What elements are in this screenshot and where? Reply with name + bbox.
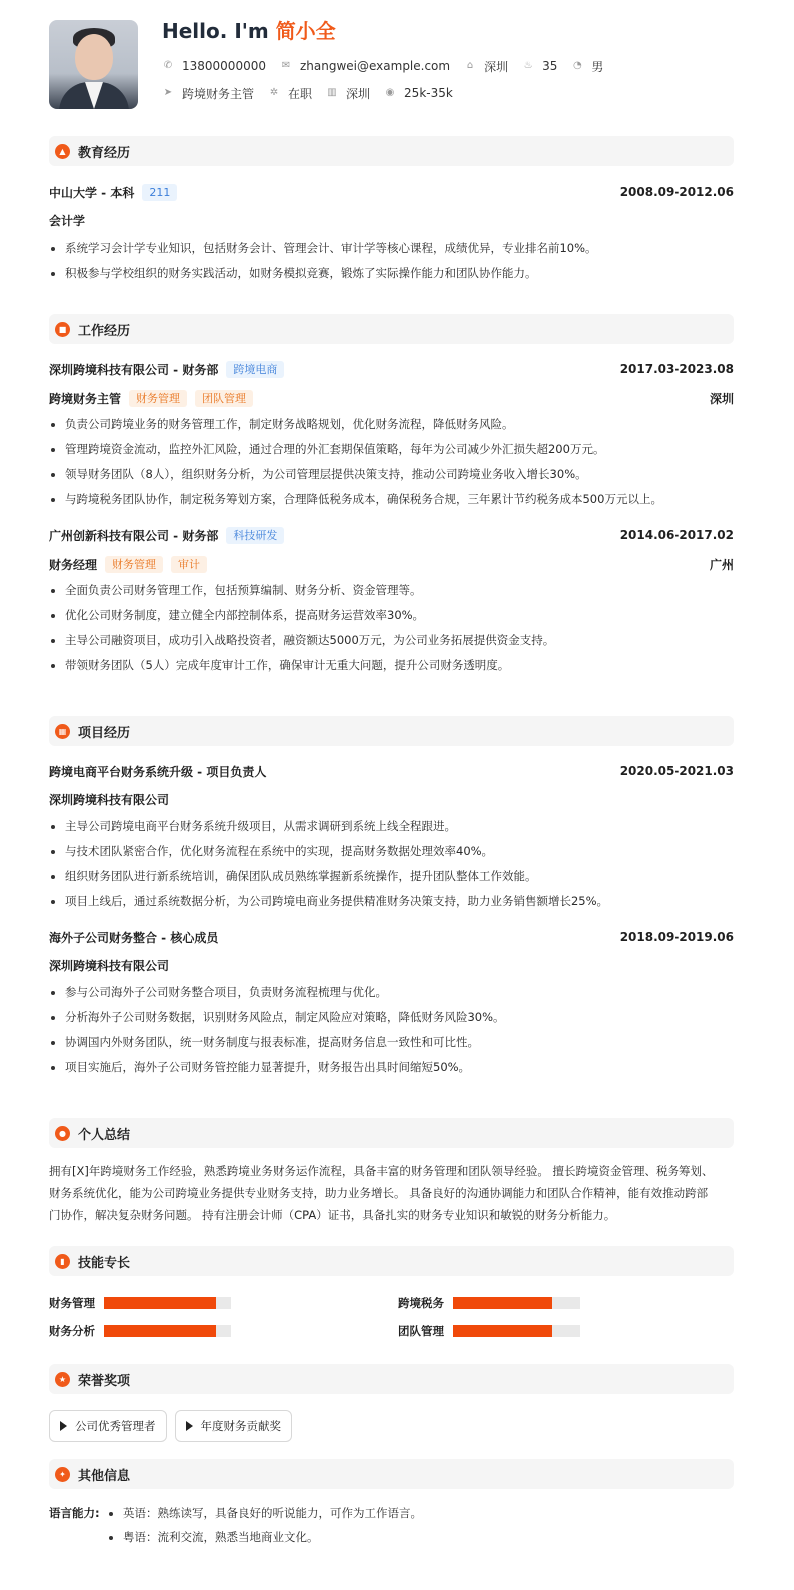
page-title: Hello. I'm 简小全 [162, 19, 336, 43]
section-title: ▮ 技能专长 [49, 1246, 734, 1276]
summary-section [49, 1118, 734, 1226]
list-item: 分析海外子公司财务数据，识别财务风险点，制定风险应对策略，降低财务风险30%。 [49, 1005, 734, 1030]
building-icon: ▥ [327, 87, 337, 98]
list-item: 项目上线后，通过系统数据分析，为公司跨境电商业务提供精准财务决策支持，助力业务销售额增长25%。 [49, 889, 734, 914]
gender-icon: ◔ [573, 60, 582, 71]
language-info [49, 1501, 734, 1549]
skill-bar [453, 1325, 580, 1337]
job-bullets [49, 578, 734, 678]
skill-item: 财务分析 [49, 1323, 398, 1339]
section-title: ★ 荣誉奖项 [49, 1364, 734, 1394]
status-text: 在职 [288, 86, 313, 101]
language-label: 语言能力: [49, 1506, 100, 1520]
list-item: 协调国内外财务团队，统一财务制度与报表标准，提高财务信息一致性和可比性。 [49, 1030, 734, 1055]
list-item: 系统学习会计学专业知识，包括财务会计、管理会计、审计学等核心课程，成绩优异，专业排名前10%。 [49, 236, 734, 261]
triangle-icon [186, 1421, 193, 1431]
email-text: zhangwei@example.com [299, 59, 451, 73]
triangle-icon [60, 1421, 67, 1431]
skill-tag: 财务管理 [129, 390, 187, 407]
cake-icon: ♨ [523, 60, 533, 71]
work-section [49, 314, 734, 678]
skill-item: 团队管理 [398, 1323, 698, 1339]
salary-text: 25k-35k [404, 86, 453, 100]
job-role-row: 跨境财务主管 财务管理 团队管理 深圳 [49, 391, 734, 406]
job-row: 深圳跨境科技有限公司 - 财务部 跨境电商 2017.03-2023.08 [49, 362, 734, 377]
avatar [49, 20, 138, 109]
list-item: 负责公司跨境业务的财务管理工作，制定财务战略规划，优化财务流程，降低财务风险。 [49, 412, 734, 437]
list-item: 组织财务团队进行新系统培训，确保团队成员熟练掌握新系统操作，提升团队整体工作效能。 [49, 864, 734, 889]
job-row: 广州创新科技有限公司 - 财务部 科技研发 2014.06-2017.02 [49, 528, 734, 543]
age-text: 35 [542, 59, 558, 73]
skill-bar [104, 1297, 231, 1309]
send-icon: ➤ [163, 87, 173, 98]
salary-icon: ◉ [385, 87, 395, 98]
list-item: 全面负责公司财务管理工作，包括预算编制、财务分析、资金管理等。 [49, 578, 734, 603]
briefcase-icon: ■ [55, 322, 70, 337]
mail-icon: ✉ [281, 60, 291, 71]
school-tag: 211 [142, 184, 177, 201]
project-row: 跨境电商平台财务系统升级 - 项目负责人 2020.05-2021.03 [49, 764, 734, 779]
list-item: 积极参与学校组织的财务实践活动，如财务模拟竞赛，锻炼了实际操作能力和团队协作能力。 [49, 261, 734, 286]
education-date: 2008.09-2012.06 [619, 185, 734, 199]
profile-header [49, 20, 745, 130]
list-item: 与技术团队紧密合作，优化财务流程在系统中的实现，提高财务数据处理效率40%。 [49, 839, 734, 864]
list-item: 参与公司海外子公司财务整合项目，负责财务流程梳理与优化。 [49, 980, 734, 1005]
list-item: 带领财务团队（5人）完成年度审计工作，确保审计无重大问题，提升公司财务透明度。 [49, 653, 734, 678]
education-row: 中山大学 - 本科 211 2008.09-2012.06 [49, 185, 734, 200]
bar-chart-icon: ▮ [55, 1254, 70, 1269]
list-item: 优化公司财务制度，建立健全内部控制体系，提高财务运营效率30%。 [49, 603, 734, 628]
graduation-cap-icon: ▲ [55, 144, 70, 159]
list-item: 英语：熟练读写，具备良好的听说能力，可作为工作语言。 [107, 1501, 422, 1525]
project-bullets [49, 814, 734, 914]
section-title: ▲ 教育经历 [49, 136, 734, 166]
skill-bar [453, 1297, 580, 1309]
list-item: 领导财务团队（8人），组织财务分析，为公司管理层提供决策支持，推动公司跨境业务收入增长30%。 [49, 462, 734, 487]
section-title: ● 个人总结 [49, 1118, 734, 1148]
job-bullets [49, 412, 734, 512]
work-city-text: 深圳 [346, 86, 371, 101]
skill-bar [104, 1325, 231, 1337]
language-list [107, 1501, 422, 1549]
position-text: 跨境财务主管 [182, 86, 255, 101]
award-item: 公司优秀管理者 [49, 1410, 167, 1442]
person-icon: ✦ [55, 1467, 70, 1482]
skills-grid [49, 1295, 734, 1339]
skill-tag: 团队管理 [195, 390, 253, 407]
list-item: 管理跨境资金流动，监控外汇风险，通过合理的外汇套期保值策略，每年为公司减少外汇损失超200万元。 [49, 437, 734, 462]
major: 会计学 [49, 214, 86, 228]
grid-icon: ▦ [55, 724, 70, 739]
project-org: 深圳跨境科技有限公司 [49, 959, 170, 973]
user-icon: ● [55, 1126, 70, 1141]
project-row: 海外子公司财务整合 - 核心成员 2018.09-2019.06 [49, 930, 734, 945]
education-bullets [49, 236, 734, 286]
education-section [49, 136, 734, 286]
project-org: 深圳跨境科技有限公司 [49, 793, 170, 807]
skill-tag: 审计 [171, 556, 207, 573]
section-title: ▦ 项目经历 [49, 716, 734, 746]
list-item: 主导公司跨境电商平台财务系统升级项目，从需求调研到系统上线全程跟进。 [49, 814, 734, 839]
status-icon: ✲ [269, 87, 279, 98]
gender-text: 男 [591, 59, 604, 74]
award-item: 年度财务贡献奖 [175, 1410, 293, 1442]
skills-section [49, 1246, 734, 1339]
awards-section [49, 1364, 734, 1442]
industry-tag: 跨境电商 [226, 361, 284, 378]
job-role-row: 财务经理 财务管理 审计 广州 [49, 557, 734, 572]
industry-tag: 科技研发 [226, 527, 284, 544]
phone-icon: ✆ [163, 60, 173, 71]
home-icon: ⌂ [466, 60, 474, 71]
summary-text: 拥有[X]年跨境财务工作经验，熟悉跨境业务财务运作流程，具备丰富的财务管理和团队领导经验。 擅长跨境资金管理、税务筹划、 财务系统优化，能为公司跨境业务提供专业财务支持，助力业务增长。 具备良好的沟通协调能力和团队合作精神，能有效推动跨部 门协作，解决复杂财务问题。 持有注册会计师（CPA）证书，具备扎实的财务专业知识和敏锐的财务分析能力。 [49, 1164, 714, 1222]
list-item: 项目实施后，海外子公司财务管控能力显著提升，财务报告出具时间缩短50%。 [49, 1055, 734, 1080]
job-intent-row [162, 84, 617, 102]
section-title: ✦ 其他信息 [49, 1459, 734, 1489]
candidate-name: 简小全 [275, 19, 336, 43]
contact-row [162, 57, 617, 75]
skill-item: 财务管理 [49, 1295, 398, 1311]
list-item: 主导公司融资项目，成功引入战略投资者，融资额达5000万元，为公司业务拓展提供资金支持。 [49, 628, 734, 653]
awards-list [49, 1410, 734, 1442]
project-bullets [49, 980, 734, 1080]
list-item: 粤语：流利交流，熟悉当地商业文化。 [107, 1525, 422, 1549]
medal-icon: ★ [55, 1372, 70, 1387]
phone-text: 13800000000 [182, 59, 266, 73]
projects-section [49, 716, 734, 1080]
other-section [49, 1459, 734, 1549]
section-title: ■ 工作经历 [49, 314, 734, 344]
city-text: 深圳 [484, 59, 509, 74]
skill-tag: 财务管理 [105, 556, 163, 573]
skill-item: 跨境税务 [398, 1295, 698, 1311]
list-item: 与跨境税务团队协作，制定税务筹划方案，合理降低税务成本，确保税务合规，三年累计节约税务成本500万元以上。 [49, 487, 734, 512]
